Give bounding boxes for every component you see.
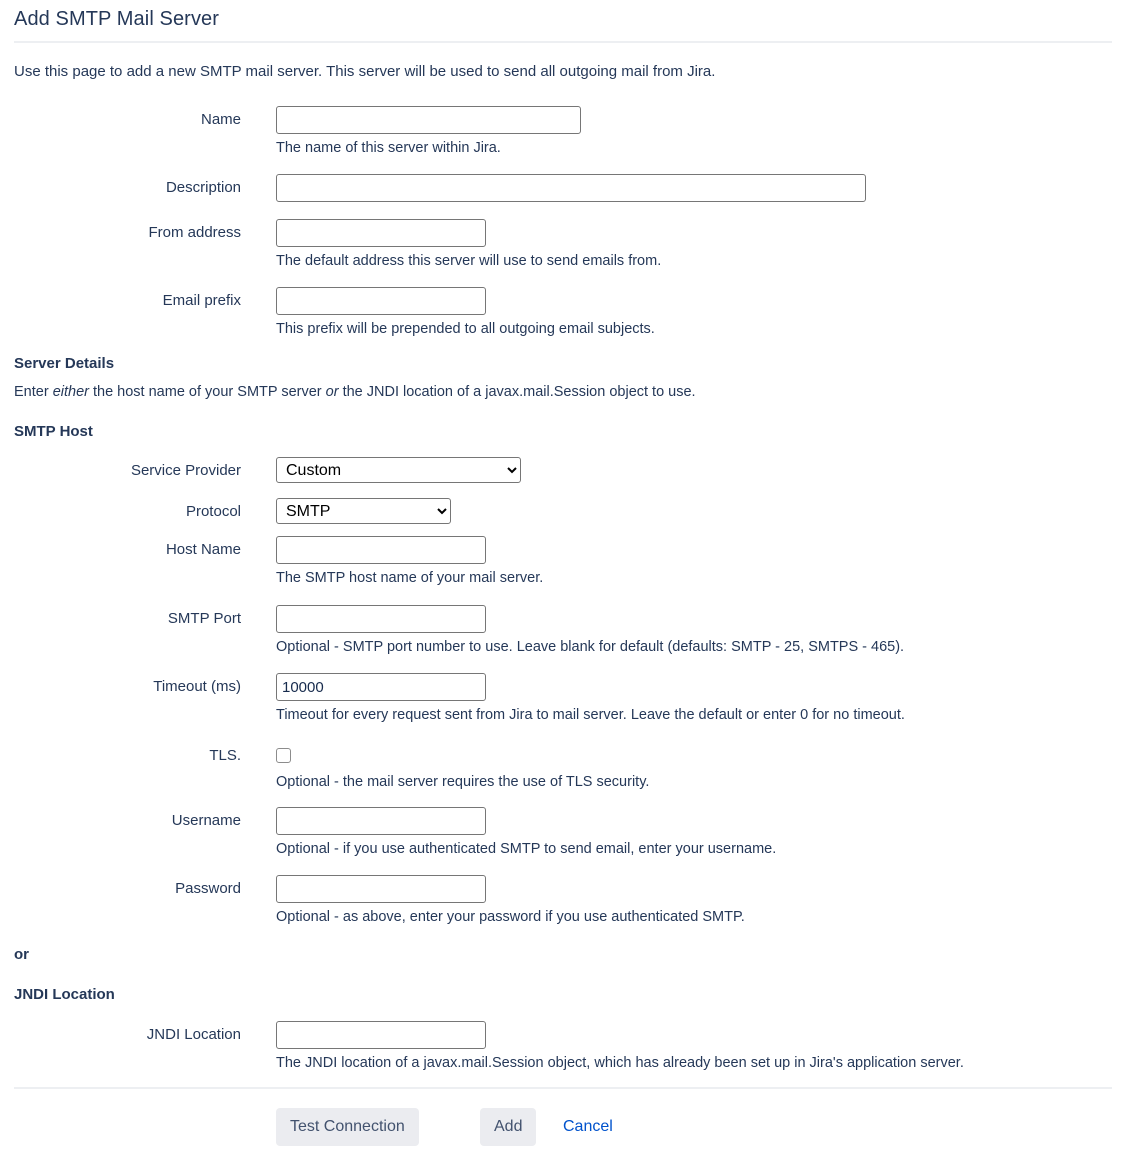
tls-label: TLS. xyxy=(209,747,241,764)
smtp-host-heading: SMTP Host xyxy=(14,423,93,440)
field-row-from-address xyxy=(0,219,1126,247)
smtp-port-control xyxy=(276,605,486,633)
field-row-tls xyxy=(0,742,1126,770)
password-help-text: Optional - as above, enter your password if you use authenticated SMTP. xyxy=(276,909,745,925)
service-provider-label: Service Provider xyxy=(130,462,241,479)
password-input[interactable] xyxy=(276,875,486,903)
from-address-help-text: The default address this server will use to send emails from. xyxy=(276,253,662,269)
name-label: Name xyxy=(200,111,241,128)
tls-checkbox[interactable] xyxy=(276,748,291,763)
name-input[interactable] xyxy=(276,106,581,134)
server-details-desc-part1: Enter xyxy=(14,384,53,400)
protocol-label: Protocol xyxy=(185,503,241,520)
page-title: Add SMTP Mail Server xyxy=(14,8,220,30)
tls-help-text: Optional - the mail server requires the use of TLS security. xyxy=(276,774,650,790)
server-details-desc-part3: the JNDI location of a javax.mail.Session object to use. xyxy=(338,384,696,400)
server-details-desc-part2: the host name of your SMTP server xyxy=(88,384,326,400)
jndi-location-help-text: The JNDI location of a javax.mail.Session object, which has already been set up in Jira's application server. xyxy=(276,1055,964,1071)
email-prefix-control xyxy=(276,287,486,315)
field-row-password xyxy=(0,875,1126,903)
server-details-desc-em-or: or xyxy=(325,384,339,400)
timeout-control xyxy=(276,673,486,701)
smtp-port-label: SMTP Port xyxy=(167,610,241,627)
from-address-input[interactable] xyxy=(276,219,486,247)
jndi-location-heading: JNDI Location xyxy=(14,986,115,1003)
username-input[interactable] xyxy=(276,807,486,835)
smtp-port-help-text: Optional - SMTP port number to use. Leave blank for default (defaults: SMTP - 25, SMTPS - 465). xyxy=(276,639,905,655)
field-row-email-prefix xyxy=(0,287,1126,315)
host-name-input[interactable] xyxy=(276,536,486,564)
field-row-timeout xyxy=(0,673,1126,701)
host-name-control xyxy=(276,536,486,564)
field-row-smtp-port xyxy=(0,605,1126,633)
field-row-service-provider xyxy=(0,457,1126,485)
service-provider-control xyxy=(276,457,521,483)
host-name-label: Host Name xyxy=(165,541,241,558)
field-row-name xyxy=(0,106,1126,134)
jndi-location-control xyxy=(276,1021,486,1049)
name-help-text: The name of this server within Jira. xyxy=(276,140,501,156)
timeout-label: Timeout (ms) xyxy=(153,678,241,695)
jndi-location-input[interactable] xyxy=(276,1021,486,1049)
field-row-host-name xyxy=(0,536,1126,564)
tls-control xyxy=(276,747,291,765)
protocol-select[interactable] xyxy=(276,498,451,524)
from-address-label: From address xyxy=(148,224,241,241)
timeout-help-text: Timeout for every request sent from Jira to mail server. Leave the default or enter 0 for no timeout. xyxy=(276,707,905,723)
protocol-control xyxy=(276,498,451,524)
server-details-heading: Server Details xyxy=(14,355,115,372)
field-row-jndi-location xyxy=(0,1021,1126,1049)
jndi-location-label: JNDI Location xyxy=(146,1026,241,1043)
description-input[interactable] xyxy=(276,174,866,202)
email-prefix-input[interactable] xyxy=(276,287,486,315)
field-row-description xyxy=(0,174,1126,202)
password-label: Password xyxy=(175,880,241,897)
footer-divider xyxy=(14,1087,1112,1089)
service-provider-select[interactable] xyxy=(276,457,521,483)
title-divider xyxy=(14,41,1112,43)
server-details-desc-em-either: either xyxy=(52,384,89,400)
description-control xyxy=(276,174,866,202)
from-address-control xyxy=(276,219,486,247)
password-control xyxy=(276,875,486,903)
username-control xyxy=(276,807,486,835)
field-row-protocol xyxy=(0,498,1126,526)
email-prefix-label: Email prefix xyxy=(162,292,241,309)
host-name-help-text: The SMTP host name of your mail server. xyxy=(276,570,544,586)
name-control xyxy=(276,106,581,134)
email-prefix-help-text: This prefix will be prepended to all outgoing email subjects. xyxy=(276,321,655,337)
smtp-port-input[interactable] xyxy=(276,605,486,633)
server-details-description xyxy=(14,384,696,400)
test-connection-button[interactable]: Test Connection xyxy=(276,1108,419,1146)
username-help-text: Optional - if you use authenticated SMTP to send email, enter your username. xyxy=(276,841,777,857)
cancel-link[interactable]: Cancel xyxy=(563,1118,613,1135)
description-label: Description xyxy=(165,179,241,196)
or-separator-label: or xyxy=(14,946,29,963)
add-button[interactable]: Add xyxy=(480,1108,536,1146)
username-label: Username xyxy=(171,812,241,829)
field-row-username xyxy=(0,807,1126,835)
page-intro-text: Use this page to add a new SMTP mail server. This server will be used to send all outgoing mail from Jira. xyxy=(14,63,716,80)
timeout-input[interactable] xyxy=(276,673,486,701)
